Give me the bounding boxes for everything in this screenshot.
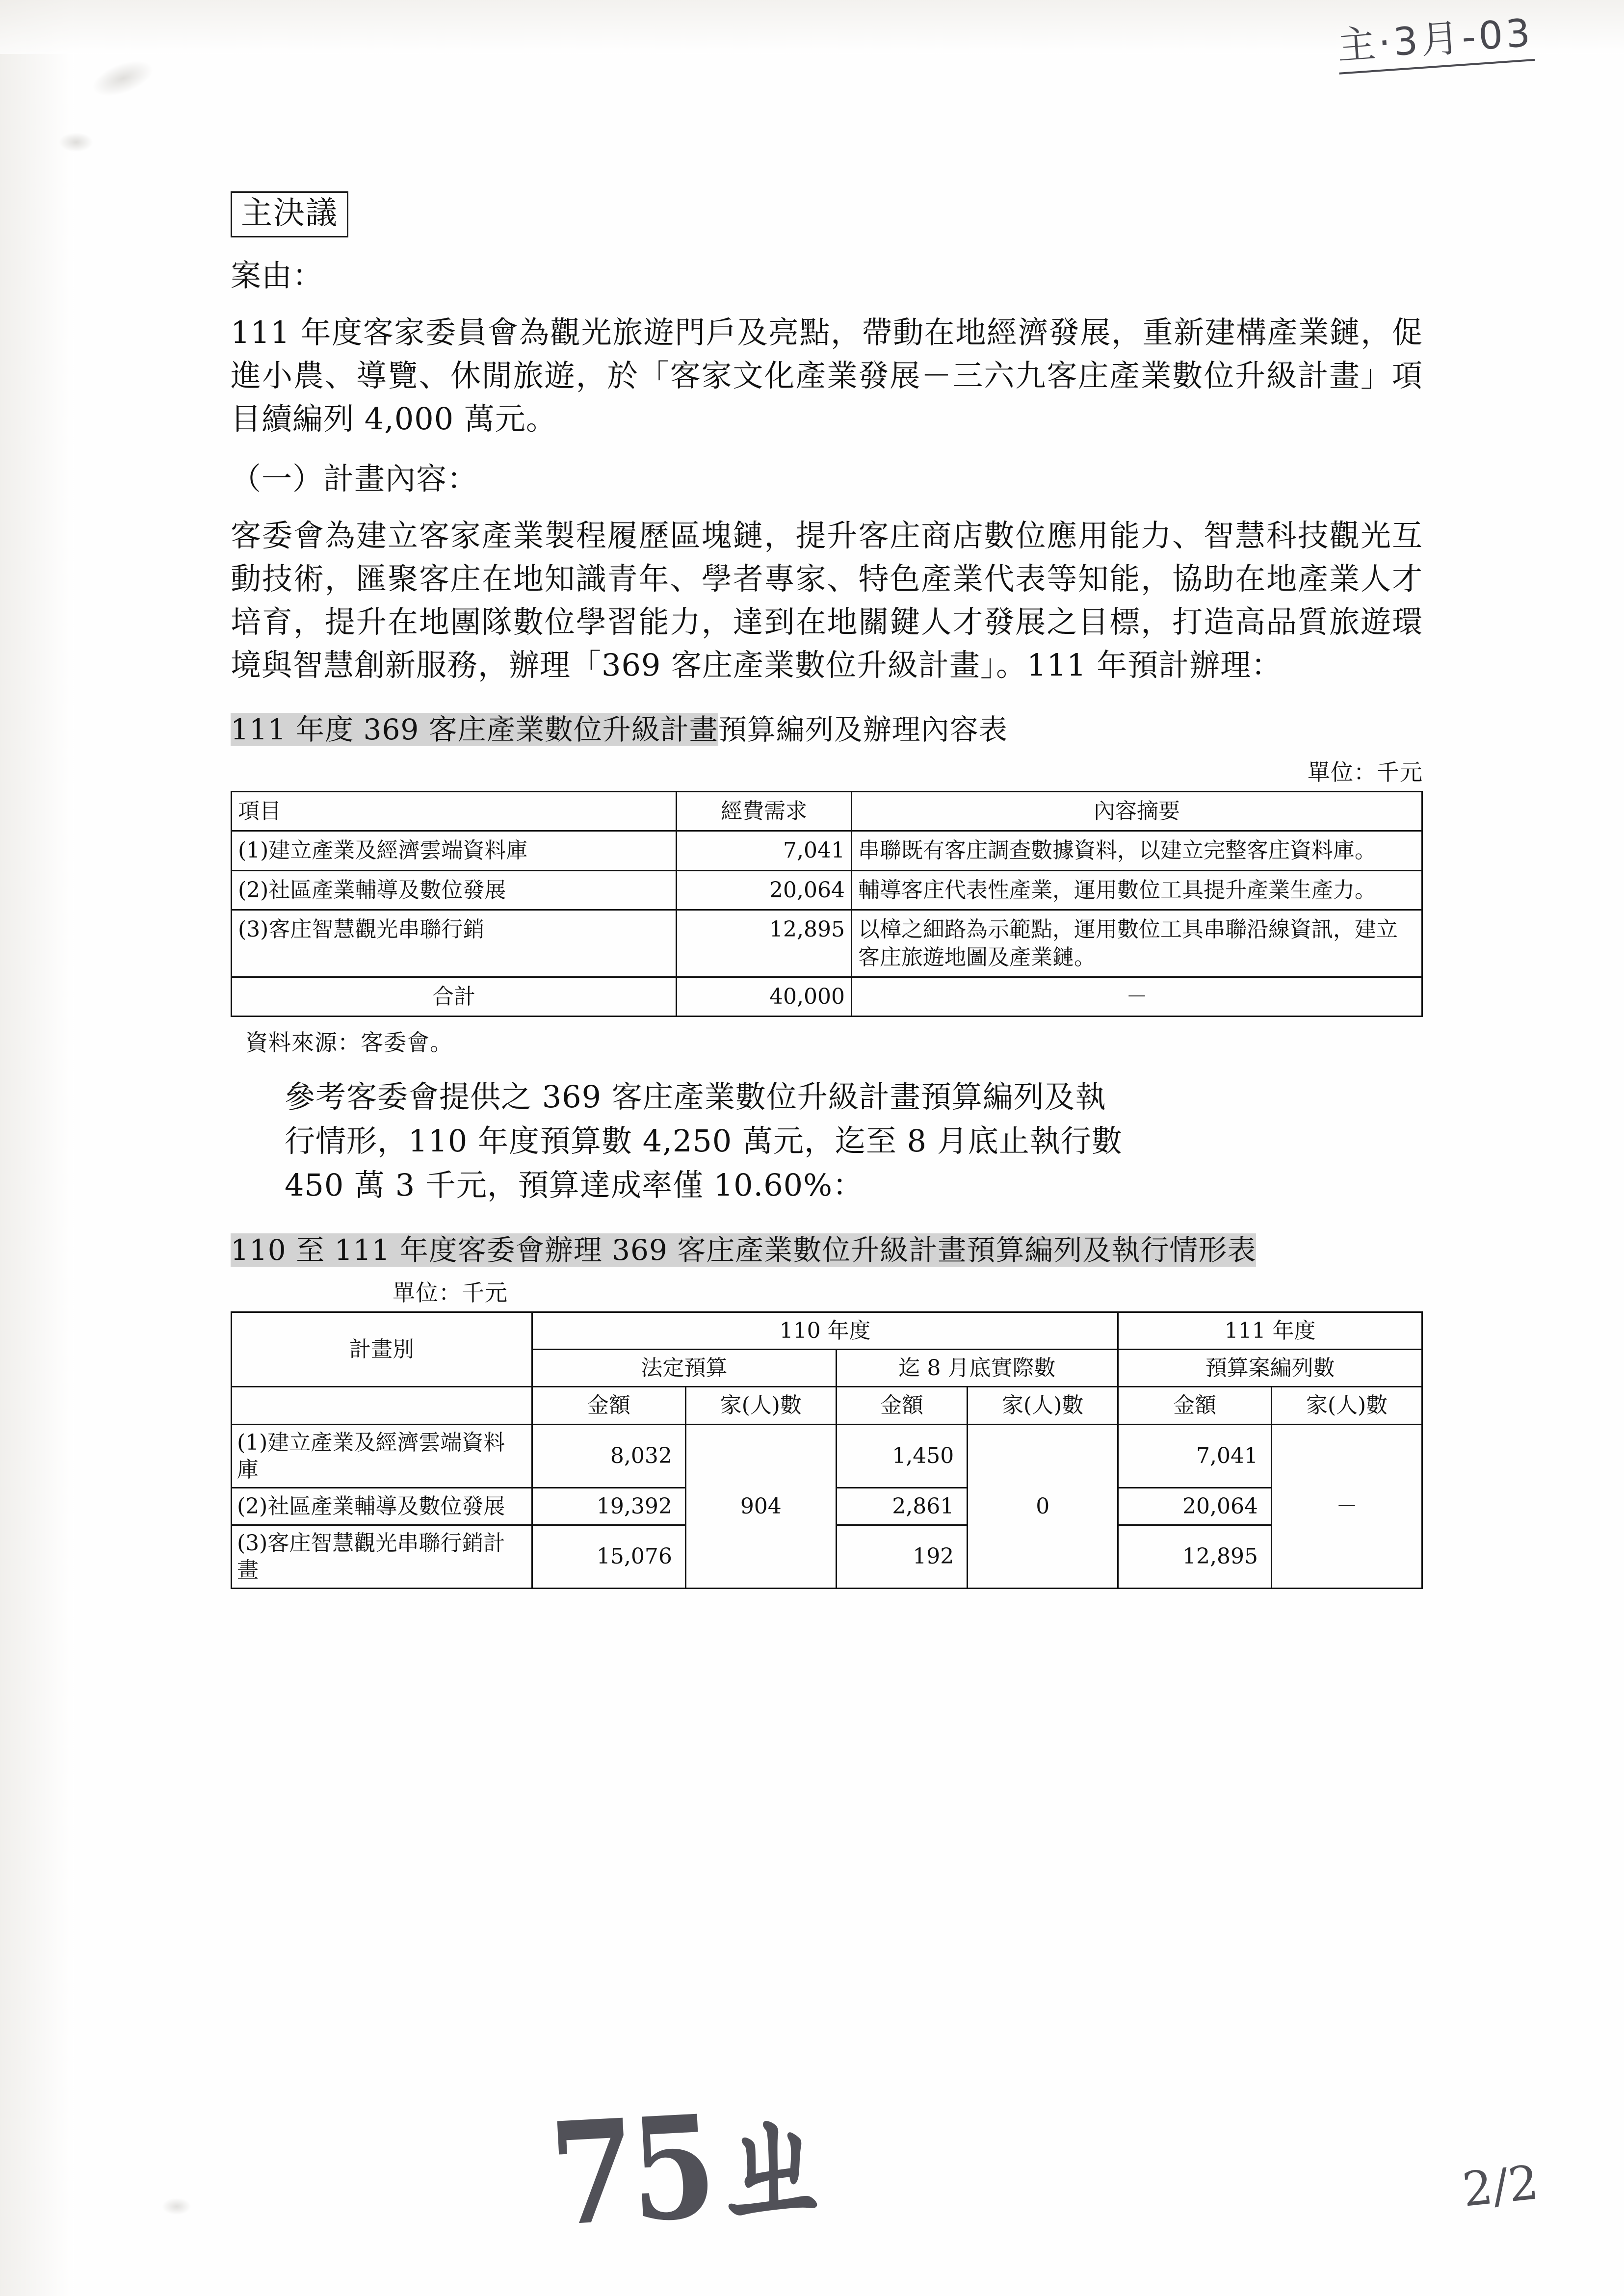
table-row: [232, 1424, 1422, 1487]
section-1-body: 客委會為建立客家產業製程履歷區塊鏈，提升客庄商店數位應用能力、智慧科技觀光互動技術，匯聚客庄在地知識青年、學者專家、特色產業代表等知能，協助在地產業人才培育，提升在地團隊數位學習能力，達到在地關鍵人才發展之目標，打造高品質旅遊環境與智慧創新服務，辦理「369 客庄產業數位升級計畫」。111 年預計辦理：: [231, 518, 1423, 683]
table-2-row-0-actual-amount: 1,450: [836, 1424, 967, 1487]
table-2-row-2-actual-amount: 192: [836, 1525, 967, 1588]
table-2-header-actual-aug: 迄 8 月底實際數: [836, 1350, 1118, 1387]
table-2-unit: 單位：千元: [393, 1279, 508, 1306]
table-2-subheader-blank: [232, 1387, 532, 1424]
table-1-row-1-desc: 輔導客庄代表性產業，運用數位工具提升產業生產力。: [852, 870, 1422, 910]
case-body: 111 年度客家委員會為觀光旅遊門戶及亮點，帶動在地經濟發展，重新建構產業鏈，促進小農、導覽、休閒旅遊，於「客家文化產業發展－三六九客庄產業數位升級計畫」項目續編列 4,000 萬元。: [231, 314, 1423, 437]
table-2-subheader-actual-count: 家(人)數: [968, 1387, 1118, 1424]
table-row: [232, 870, 1422, 910]
table-2-row-0-plan: (1)建立產業及經濟雲端資料庫: [232, 1424, 532, 1487]
table-1-header-item: 項目: [232, 792, 677, 831]
table-1-title-rest: 預算編列及辦理內容表: [718, 713, 1008, 747]
table-2-title: [231, 1227, 1423, 1268]
table-2-header-year111: 111 年度: [1118, 1312, 1422, 1350]
table-1-row-2-item: (3)客庄智慧觀光串聯行銷: [232, 910, 677, 977]
table-header-row: [232, 1387, 1422, 1424]
table-1-row-0-amount: 7,041: [677, 831, 852, 870]
table-1-total-desc: －: [852, 977, 1422, 1017]
table-2-row-0-proposal-amount: 7,041: [1118, 1424, 1272, 1487]
section-1-label: （一）計畫內容：: [231, 461, 478, 497]
table-2-title-rest: 預算編列及執行情形表: [967, 1233, 1257, 1267]
table-2-header-year110: 110 年度: [532, 1312, 1118, 1350]
table-2-subheader-legal-count: 家(人)數: [685, 1387, 836, 1424]
table-1-unit: 單位：千元: [1308, 759, 1423, 786]
execution-paragraph-line-3: 450 萬 3 千元，預算達成率僅 10.60%：: [285, 1167, 864, 1203]
budget-content-table: [231, 791, 1423, 1017]
table-2-legal-count: 904: [685, 1424, 836, 1588]
table-2-row-1-actual-amount: 2,861: [836, 1487, 967, 1525]
table-2-title-pre: 110 至 111 年度客委會辦理: [231, 1233, 612, 1267]
table-header-row: [232, 1312, 1422, 1350]
table-1-row-1-item: (2)社區產業輔導及數位發展: [232, 870, 677, 910]
handwritten-signature: 75ㄓ: [546, 2077, 833, 2258]
table-1-row-0-item: (1)建立產業及經濟雲端資料庫: [232, 831, 677, 870]
table-row: [232, 910, 1422, 977]
table-2-proposal-count: －: [1272, 1424, 1422, 1588]
table-2-subheader-proposal-amount: 金額: [1118, 1387, 1272, 1424]
table-1-title: [231, 706, 1423, 748]
table-1-total-label: 合計: [232, 977, 677, 1017]
table-2-title-highlight: 369 客庄產業數位升級計畫: [612, 1233, 967, 1267]
table-2-subheader-legal-amount: 金額: [532, 1387, 686, 1424]
table-2-row-2-legal-amount: 15,076: [532, 1525, 686, 1588]
table-2-actual-count: 0: [968, 1424, 1118, 1588]
table-2-row-2-plan: (3)客庄智慧觀光串聯行銷計畫: [232, 1525, 532, 1588]
handwritten-top-note: 主·3月-03: [1335, 2, 1535, 75]
table-total-row: [232, 977, 1422, 1017]
case-label: 案由：: [231, 258, 324, 293]
execution-paragraph: [231, 1075, 1423, 1207]
table-1-header-desc: 內容摘要: [852, 792, 1422, 831]
document-content: [231, 191, 1423, 1589]
table-2-row-0-legal-amount: 8,032: [532, 1424, 686, 1487]
table-2-row-1-proposal-amount: 20,064: [1118, 1487, 1272, 1525]
table-1-header-amount: 經費需求: [677, 792, 852, 831]
table-2-header-plan: 計畫別: [232, 1312, 532, 1387]
table-1-title-highlight: 111 年度 369 客庄產業數位升級計畫: [231, 713, 718, 747]
execution-paragraph-line-1: 參考客委會提供之 369 客庄產業數位升級計畫預算編列及執: [285, 1079, 1106, 1115]
table-2-subheader-proposal-count: 家(人)數: [1272, 1387, 1422, 1424]
budget-execution-table: [231, 1311, 1423, 1589]
table-1-row-2-desc: 以樟之細路為示範點，運用數位工具串聯沿線資訊，建立客庄旅遊地圖及產業鏈。: [852, 910, 1422, 977]
table-1-row-2-amount: 12,895: [677, 910, 852, 977]
table-2-row-1-legal-amount: 19,392: [532, 1487, 686, 1525]
table-2-row-2-proposal-amount: 12,895: [1118, 1525, 1272, 1588]
handwritten-page-marker: 2/2: [1460, 2155, 1541, 2218]
execution-paragraph-line-2: 行情形，110 年度預算數 4,250 萬元，迄至 8 月底止執行數: [285, 1123, 1123, 1159]
table-2-header-legal-budget: 法定預算: [532, 1350, 837, 1387]
table-row: [232, 831, 1422, 870]
table-1-row-0-desc: 串聯既有客庄調查數據資料，以建立完整客庄資料庫。: [852, 831, 1422, 870]
scan-smudge: [162, 2198, 191, 2215]
table-2-subheader-actual-amount: 金額: [836, 1387, 967, 1424]
paper-edge-shadow-left: [0, 0, 74, 2296]
scan-smudge: [88, 54, 158, 104]
scan-smudge: [59, 132, 93, 152]
table-1-total-amount: 40,000: [677, 977, 852, 1017]
page-title: 主決議: [231, 191, 348, 237]
table-1-row-1-amount: 20,064: [677, 870, 852, 910]
table-2-header-budget-proposal: 預算案編列數: [1118, 1350, 1422, 1387]
table-header-row: [232, 792, 1422, 831]
source-note: 資料來源：客委會。: [245, 1029, 453, 1056]
table-2-row-1-plan: (2)社區產業輔導及數位發展: [232, 1487, 532, 1525]
